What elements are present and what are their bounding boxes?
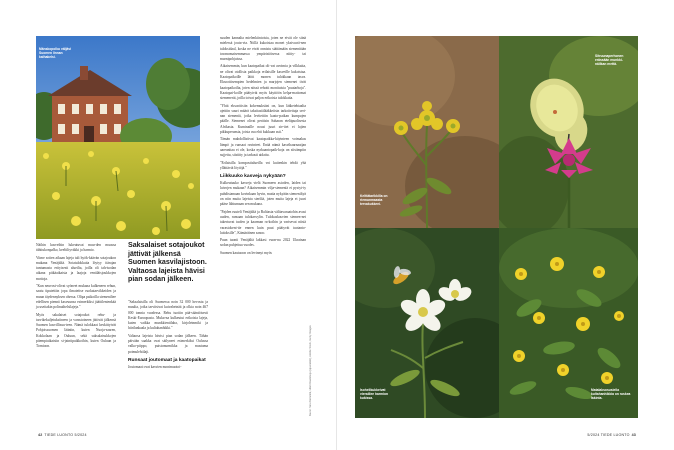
- center-text-column: [220, 36, 306, 258]
- paragraph: "Pajden ruuteli Venäjältä ja Baltiasta välitavaraatohin avasi uuden, runsaan tulokasvylin. Tulokaskasvien siemen-net takertuvat tuolen ja kaarman ra-koihin ja varisevat niistä varastokent-tie ennen kuin puut päätyvät tuotanto-laitoksille", Kämäräinen sanoo.: [220, 209, 306, 235]
- paragraph: Puun tuonti Venäjältä lakkasi vuon-na 2022 Ukrainan sodan puhjettua vuodes.: [220, 238, 306, 248]
- section-subhead: Liikkuuko kasveja nykyään?: [220, 174, 286, 180]
- right-page: [337, 0, 674, 450]
- paragraph: "Erilaisilla kompostialueilla voi kuitenkin tehdä yhä yllättäviä löytöjä.": [220, 160, 306, 170]
- left-second-column: [128, 300, 208, 372]
- butterfly-caption: Sitruunaperhonen erässään munkki-näilkan mettä.: [595, 54, 624, 67]
- pull-quote: Saksalaiset sotajoukot jättivät jälkensä Suomen kasvilajistoon. Valtaosa lajeista hävisi pian sodan jälkeen.: [128, 241, 207, 284]
- butterfly-photo: [499, 36, 638, 228]
- paragraph: Aikaisemmin, kun kaatopaikat oli-vat avoimia ja vilkkaita, ne olivat otollisia paikkoja erilaisille kasveille kukoistaa. Kaatopaikoille läitti monen tulokkaan tasva. Eksoottisempien hedelmien ja marjojen siemenet tivät kaatopaikoilta, joten niissä rehotti monituisia "puutarhoja". Kaatopai-koille päätyivät myös käyttöön kelpa-mattomat siemenerät, joilla toivat paljon erikoisia tulokkaita.: [220, 64, 306, 101]
- left-folio: [36, 433, 87, 437]
- photo-credit: Kuvat: Satu Kemmilä, Hilari Kaarelsoju (ajoetaikki), Adobe Stock, Getty Images: [309, 325, 312, 416]
- section-subhead: Runsaat joutomaat ja kaatopaikat: [128, 357, 206, 363]
- issue-number: 5/2024: [587, 433, 600, 437]
- manor-photo-caption: Mänskopolku väljävi Suomen linnan kalhakelsi.: [39, 47, 72, 60]
- yellow-flower-photo: [355, 36, 499, 228]
- issue-number: 5/2024: [74, 433, 87, 437]
- paragraph: Kulkeutuuko kasveja vielä Suomeen asioden, laiden tai laivojen mukaan? Aikaisemmin vilja-siemeniä ei pystyt-ty puhdistamaan kovinkaan hyvin, mutta nykyään siemeniltyä on niin muita lajeista steriliä, joten muita lajeja ei juuri pääse lähtumaan sen mukana.: [220, 181, 306, 207]
- paragraph: "Yhtä eksoottisiin kokemuksiini on, kun lääketehtaalta ajettiin suuri määrä taksitasiälääkkeiisin tarkoitettuja seri-nan siemeniä, jotka levitettiin kaato-paikan kumpujen päälle. Siemenet olivat peräisin Saharan eteläpuolisesta Afrikasta. Kuminaille nousi juuri sie-itet ei lajien pikkuperunsia, joista osa ehti kukkaan asti.": [220, 103, 306, 135]
- paragraph: "Saksalaisilla oli Suomessa noin 32 000 hevosta ja muulia, jotka tarvitsivat kuivaheinää ja olkia noin 467 000 tonnia vuodessa. Rehu tuotiin pää-sääntöisesti Keski-Euroopasta. Muka-na kulkeutui erikoisia lajeja, kuten vaikka munkkientilaba, kirjoleinmiki ja hiirilankaala ja kultahanhikki.": [128, 300, 208, 331]
- paragraph: Näihin kasveihin lukeutuvat muu-den muassa tähtiukonpalko, keeltiltyväkki ja harmio.: [36, 243, 116, 253]
- paragraph: Myös sakalaiset sotajoukot rehu- ja tarvikekuljetuksiineen ja varastoineen jättivät jälkensä Suomen kasvillisuu-teen. Nämä tulokkaat keskittyivät Pohjoissuomen lääniin, kuten Nuoja-saaren, Kokkolaan ja Ouluun, sekä saksalaisukkojen pitempiaikaisiin si-jaintipaikkoihin, kuten Ouluun ja Tornioon.: [36, 312, 116, 349]
- manor-photo: [36, 36, 200, 239]
- magazine-name: TIEDE LUONTO: [44, 433, 74, 437]
- paragraph: Viime sotien aikaan lajeja tuli hyök-käävän sotajoukon mukana Venäjältä. Sotatulokkaita löytyy itärajan tuntumasta erityisesti alueilta, joilla oli talvisodan aikana pitkäaikaisia ja laajoja venäläisjoukkojen mottoja.: [36, 255, 116, 281]
- paragraph: Tämän mahdollistivat kaatopaikka-käytnteen voimakas lämpö ja runsaat ravinteet. Enää nämä kasvihaarnaatjan aareanitaa ei ole, koska nyrkaantopaik-koja on siistimpiin sujjettu, siistitty ja tarkasti aidattu.: [220, 137, 306, 158]
- small-yellow-flowers-photo: [499, 228, 638, 418]
- paragraph: Suomen kautuoon on levinnyt myös: [220, 250, 272, 255]
- white-flower-caption: Isohelikukkeivat vieraillee harmion kukissa.: [360, 388, 389, 401]
- yellow-flower-caption: Kelttätarikkilla on riemunmaasta tervakukkeni.: [360, 194, 388, 207]
- right-folio: [587, 433, 638, 437]
- paragraph: Valtaosa lajeista hävisi pian sodan jälkeen. Tähän päivään saakka ovat säilyneet esimerkiksi Oulussa valko-piippo, puistonurmikka ja mustama poimulehtilaji.: [128, 333, 208, 354]
- white-flower-photo: [355, 228, 499, 418]
- paragraph: "Kun neuvost-olivat syöneet mukana kulkeneen rehun, saatu tiputettiin jopa ilmateitse ruokatarvikkeiden ja muun täydennyksen ohessa. Olipa paikoilla siemeniltee edellisen piennä kasvuunsa esimerkiksi jäättilentenkää ja useitakin polinuihelsilajeja.": [36, 284, 116, 310]
- magazine-name: TIEDE LUONTO: [600, 433, 630, 437]
- paragraph: suuden kannalta mielenkiintoisia, joten ne eivät ole siinä mielessä jouta-via. Niillä kukoistaa monet yksivuoti-nen taloksidaal, koska ne eivät onnistu siättämään siemenitään tavanomaisemmassa ympäristöisessa niitty- tai murnipohjaissa.: [220, 36, 306, 62]
- left-intro-column: [36, 243, 116, 352]
- small-yellow-flowers-caption: Matalaksosusiella kultahanhikkia on ruskea lakinta.: [591, 388, 631, 401]
- manor-illustration: [36, 36, 200, 239]
- paragraph: Joutomaat ovat kasvien monimuotoi-: [128, 364, 182, 369]
- page-number: 43: [631, 433, 636, 437]
- page-number: 42: [38, 433, 43, 437]
